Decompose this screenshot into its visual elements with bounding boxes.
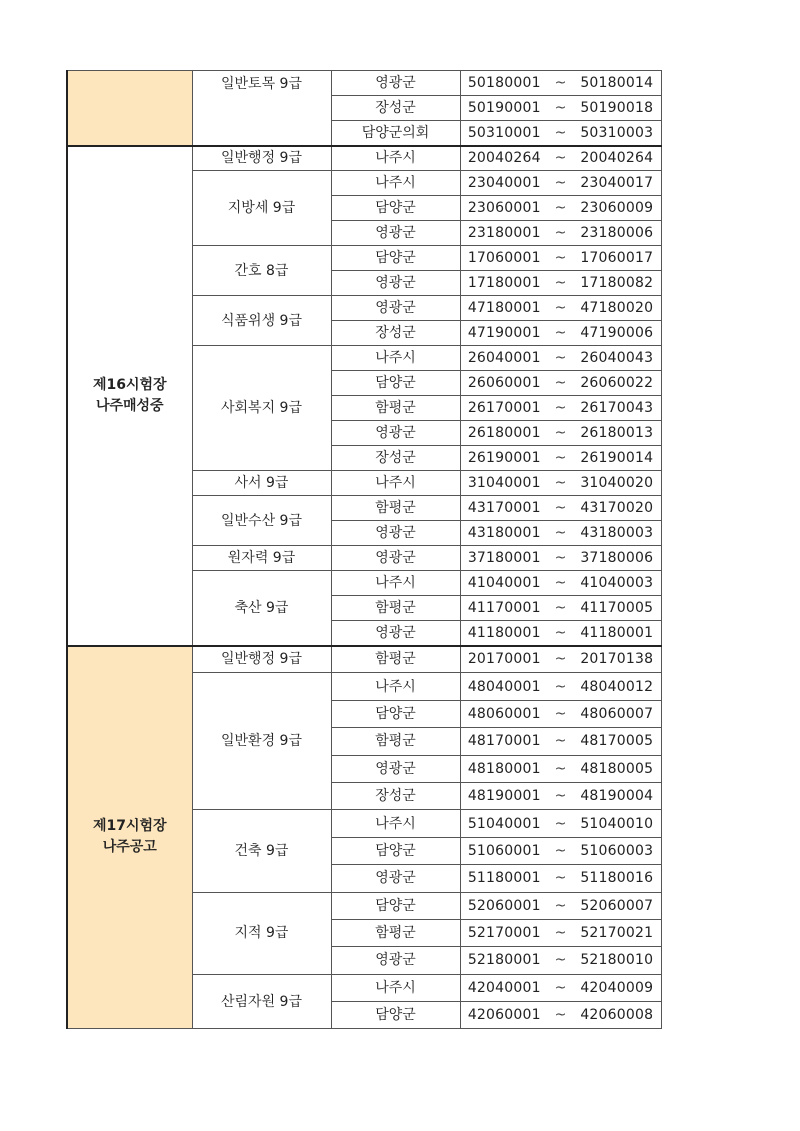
region-cell: 영광군: [331, 71, 460, 96]
range-end-cell: 52180010: [573, 947, 661, 974]
range-end-cell: 50310003: [573, 121, 661, 146]
range-end-cell: 51040010: [573, 810, 661, 837]
range-end-cell: 48190004: [573, 782, 661, 809]
region-cell: 장성군: [331, 782, 460, 809]
range-end-cell: 17060017: [573, 246, 661, 271]
range-start-cell: 17180001: [460, 271, 548, 296]
range-start-cell: 26060001: [460, 371, 548, 396]
range-separator: ~: [548, 71, 573, 96]
range-end-cell: 26180013: [573, 421, 661, 446]
region-cell: 장성군: [331, 96, 460, 121]
region-cell: 함평군: [331, 919, 460, 946]
range-separator: ~: [548, 837, 573, 864]
range-start-cell: 26180001: [460, 421, 548, 446]
range-separator: ~: [548, 755, 573, 782]
range-start-cell: 41040001: [460, 571, 548, 596]
grade-cell: 일반행정 9급: [192, 146, 331, 171]
grade-cell: 건축 9급: [192, 810, 331, 892]
range-separator: ~: [548, 446, 573, 471]
range-start-cell: 20040264: [460, 146, 548, 171]
range-separator: ~: [548, 571, 573, 596]
grade-cell: 산림자원 9급: [192, 974, 331, 1029]
region-cell: 영광군: [331, 271, 460, 296]
range-end-cell: 50180014: [573, 71, 661, 96]
range-separator: ~: [548, 346, 573, 371]
range-end-cell: 47190006: [573, 321, 661, 346]
table-row: [67, 146, 661, 171]
range-separator: ~: [548, 782, 573, 809]
range-separator: ~: [548, 646, 573, 673]
range-end-cell: 51060003: [573, 837, 661, 864]
range-start-cell: 41170001: [460, 596, 548, 621]
range-separator: ~: [548, 396, 573, 421]
range-start-cell: 43170001: [460, 496, 548, 521]
exam-site-name-line: 제17시험장: [92, 818, 167, 835]
grade-cell: 지방세 9급: [192, 171, 331, 246]
region-cell: 영광군: [331, 755, 460, 782]
exam-site-name-line: 나주매성중: [95, 397, 164, 414]
range-separator: ~: [548, 171, 573, 196]
region-cell: 함평군: [331, 646, 460, 673]
range-start-cell: 17060001: [460, 246, 548, 271]
region-cell: 함평군: [331, 396, 460, 421]
region-cell: 나주시: [331, 974, 460, 1001]
region-cell: 나주시: [331, 171, 460, 196]
grade-cell: 사서 9급: [192, 471, 331, 496]
region-cell: 담양군: [331, 700, 460, 727]
range-separator: ~: [548, 321, 573, 346]
range-end-cell: 48180005: [573, 755, 661, 782]
range-end-cell: 23180006: [573, 221, 661, 246]
range-separator: ~: [548, 471, 573, 496]
range-start-cell: 48060001: [460, 700, 548, 727]
range-separator: ~: [548, 892, 573, 919]
range-start-cell: 20170001: [460, 646, 548, 673]
range-separator: ~: [548, 810, 573, 837]
exam-site-name-line: 나주공고: [102, 839, 157, 856]
range-separator: ~: [548, 96, 573, 121]
range-start-cell: 50180001: [460, 71, 548, 96]
grade-cell: 식품위생 9급: [192, 296, 331, 346]
range-end-cell: 43170020: [573, 496, 661, 521]
range-end-cell: 50190018: [573, 96, 661, 121]
range-end-cell: 37180006: [573, 546, 661, 571]
range-end-cell: 52060007: [573, 892, 661, 919]
range-end-cell: 41170005: [573, 596, 661, 621]
region-cell: 영광군: [331, 865, 460, 892]
range-separator: ~: [548, 146, 573, 171]
region-cell: 담양군: [331, 1002, 460, 1029]
range-end-cell: 41180001: [573, 621, 661, 646]
range-end-cell: 48040012: [573, 673, 661, 700]
range-separator: ~: [548, 947, 573, 974]
range-end-cell: 31040020: [573, 471, 661, 496]
exam-site-cell: [67, 71, 192, 146]
range-start-cell: 31040001: [460, 471, 548, 496]
range-separator: ~: [548, 728, 573, 755]
region-cell: 함평군: [331, 496, 460, 521]
range-end-cell: 23040017: [573, 171, 661, 196]
range-end-cell: 41040003: [573, 571, 661, 596]
range-start-cell: 50310001: [460, 121, 548, 146]
range-separator: ~: [548, 521, 573, 546]
region-cell: 나주시: [331, 810, 460, 837]
range-start-cell: 51040001: [460, 810, 548, 837]
range-separator: ~: [548, 221, 573, 246]
range-start-cell: 26190001: [460, 446, 548, 471]
grade-cell: 일반토목 9급: [192, 71, 331, 146]
region-cell: 함평군: [331, 728, 460, 755]
range-start-cell: 48040001: [460, 673, 548, 700]
range-separator: ~: [548, 271, 573, 296]
range-separator: ~: [548, 296, 573, 321]
region-cell: 나주시: [331, 346, 460, 371]
range-start-cell: 51180001: [460, 865, 548, 892]
range-start-cell: 26040001: [460, 346, 548, 371]
region-cell: 영광군: [331, 221, 460, 246]
region-cell: 장성군: [331, 446, 460, 471]
region-cell: 담양군: [331, 246, 460, 271]
range-separator: ~: [548, 546, 573, 571]
range-start-cell: 48180001: [460, 755, 548, 782]
grade-cell: 지적 9급: [192, 892, 331, 974]
exam-site-table: [66, 70, 662, 1029]
table-row: [67, 71, 661, 96]
region-cell: 담양군: [331, 196, 460, 221]
range-separator: ~: [548, 496, 573, 521]
range-separator: ~: [548, 673, 573, 700]
range-start-cell: 41180001: [460, 621, 548, 646]
range-separator: ~: [548, 621, 573, 646]
range-start-cell: 50190001: [460, 96, 548, 121]
range-separator: ~: [548, 371, 573, 396]
range-end-cell: 51180016: [573, 865, 661, 892]
range-start-cell: 51060001: [460, 837, 548, 864]
range-start-cell: 37180001: [460, 546, 548, 571]
region-cell: 영광군: [331, 947, 460, 974]
exam-site-table-sheet: [66, 70, 662, 1029]
range-start-cell: 47180001: [460, 296, 548, 321]
region-cell: 나주시: [331, 471, 460, 496]
range-separator: ~: [548, 246, 573, 271]
exam-site-cell: [67, 646, 192, 1029]
region-cell: 영광군: [331, 621, 460, 646]
grade-cell: 일반수산 9급: [192, 496, 331, 546]
region-cell: 담양군: [331, 837, 460, 864]
range-end-cell: 26190014: [573, 446, 661, 471]
range-separator: ~: [548, 1002, 573, 1029]
region-cell: 영광군: [331, 296, 460, 321]
table-row: [67, 646, 661, 673]
range-start-cell: 23060001: [460, 196, 548, 221]
range-end-cell: 26040043: [573, 346, 661, 371]
range-start-cell: 26170001: [460, 396, 548, 421]
range-start-cell: 52180001: [460, 947, 548, 974]
range-start-cell: 23180001: [460, 221, 548, 246]
exam-site-name-line: 제16시험장: [92, 376, 167, 393]
range-end-cell: 42060008: [573, 1002, 661, 1029]
grade-cell: 사회복지 9급: [192, 346, 331, 471]
range-end-cell: 26060022: [573, 371, 661, 396]
range-start-cell: 47190001: [460, 321, 548, 346]
range-end-cell: 20170138: [573, 646, 661, 673]
range-end-cell: 42040009: [573, 974, 661, 1001]
grade-cell: 간호 8급: [192, 246, 331, 296]
range-end-cell: 26170043: [573, 396, 661, 421]
grade-cell: 원자력 9급: [192, 546, 331, 571]
range-separator: ~: [548, 700, 573, 727]
range-start-cell: 52170001: [460, 919, 548, 946]
range-separator: ~: [548, 196, 573, 221]
range-end-cell: 43180003: [573, 521, 661, 546]
grade-cell: 일반환경 9급: [192, 673, 331, 810]
exam-site-cell: [67, 146, 192, 646]
range-separator: ~: [548, 596, 573, 621]
range-end-cell: 20040264: [573, 146, 661, 171]
range-start-cell: 48190001: [460, 782, 548, 809]
range-separator: ~: [548, 121, 573, 146]
range-end-cell: 48170005: [573, 728, 661, 755]
region-cell: 담양군의회: [331, 121, 460, 146]
range-end-cell: 52170021: [573, 919, 661, 946]
range-separator: ~: [548, 865, 573, 892]
range-separator: ~: [548, 421, 573, 446]
grade-cell: 일반행정 9급: [192, 646, 331, 673]
range-end-cell: 48060007: [573, 700, 661, 727]
region-cell: 나주시: [331, 571, 460, 596]
range-end-cell: 23060009: [573, 196, 661, 221]
range-start-cell: 23040001: [460, 171, 548, 196]
region-cell: 나주시: [331, 146, 460, 171]
grade-cell: 축산 9급: [192, 571, 331, 646]
region-cell: 영광군: [331, 546, 460, 571]
range-end-cell: 17180082: [573, 271, 661, 296]
region-cell: 담양군: [331, 371, 460, 396]
region-cell: 함평군: [331, 596, 460, 621]
range-end-cell: 47180020: [573, 296, 661, 321]
region-cell: 영광군: [331, 521, 460, 546]
range-start-cell: 52060001: [460, 892, 548, 919]
range-separator: ~: [548, 974, 573, 1001]
region-cell: 영광군: [331, 421, 460, 446]
region-cell: 나주시: [331, 673, 460, 700]
range-start-cell: 48170001: [460, 728, 548, 755]
range-start-cell: 42060001: [460, 1002, 548, 1029]
region-cell: 장성군: [331, 321, 460, 346]
region-cell: 담양군: [331, 892, 460, 919]
range-start-cell: 42040001: [460, 974, 548, 1001]
range-start-cell: 43180001: [460, 521, 548, 546]
range-separator: ~: [548, 919, 573, 946]
